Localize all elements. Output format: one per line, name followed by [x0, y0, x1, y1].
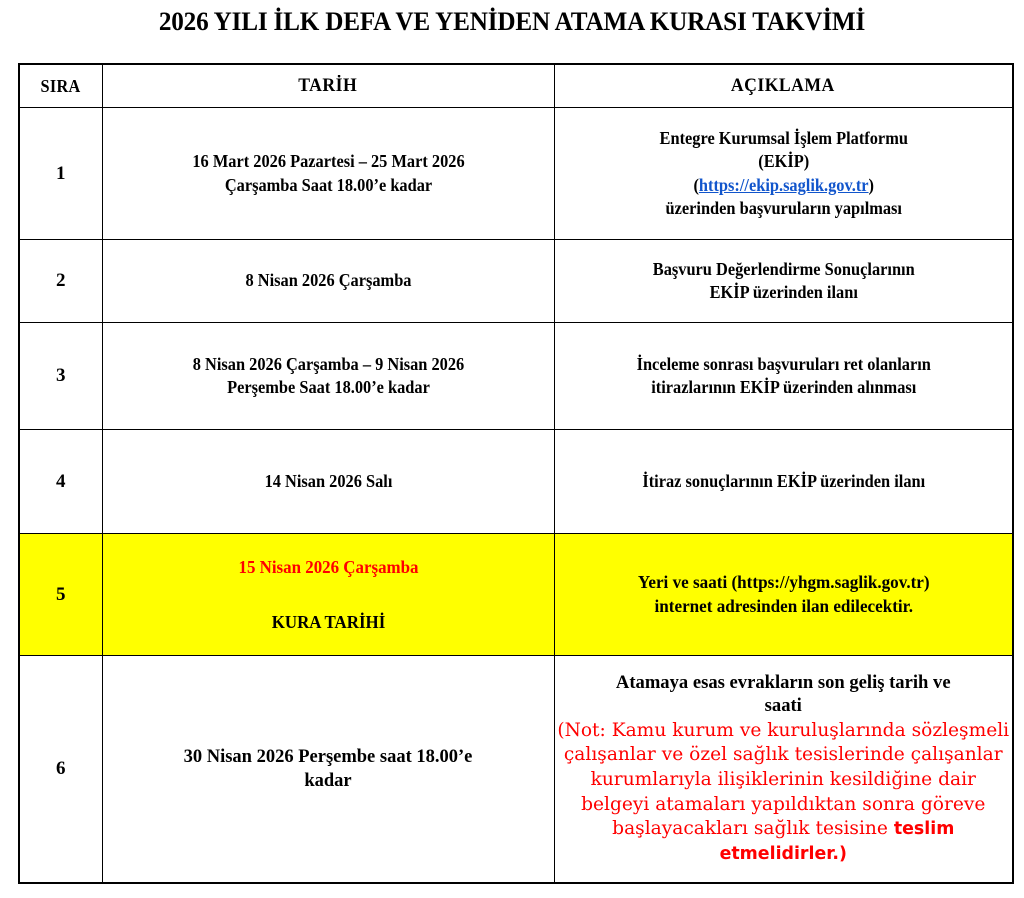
row-date-line-1: 14 Nisan 2026 Salı	[264, 470, 392, 491]
table-row-highlighted	[19, 534, 1013, 656]
paren-close: )	[868, 174, 874, 195]
row-description-line-1: Başvuru Değerlendirme Sonuçlarının	[652, 258, 915, 279]
kura-schedule-table	[18, 63, 1014, 884]
row-date-line-1: 8 Nisan 2026 Çarşamba	[245, 270, 411, 291]
row-description-heading-line-1: Atamaya esas evrakların son geliş tarih ve	[615, 672, 951, 694]
column-header-sira	[19, 64, 102, 108]
note-text-emphasis: teslim etmelidirler.)	[719, 819, 955, 865]
row-number-cell	[19, 534, 102, 656]
row-description-line-1: Yeri ve saati (https://yhgm.saglik.gov.tr)	[637, 571, 930, 592]
page-title: 2026 YILI İLK DEFA VE YENİDEN ATAMA KURASI TAKVİMİ	[158, 6, 866, 36]
row-date-line-2: kadar	[304, 771, 352, 791]
row-description-line-2: EKİP üzerinden ilanı	[709, 282, 858, 302]
row-number-cell	[19, 656, 102, 884]
row-description-cell	[554, 240, 1013, 323]
column-header-tarih	[102, 64, 554, 108]
column-header-tarih-label: TARİH	[298, 75, 358, 96]
row-description-cell	[554, 534, 1013, 656]
row-date-cell	[102, 534, 554, 656]
table-header-row	[19, 64, 1013, 108]
row-number: 6	[56, 758, 66, 779]
column-header-sira-label: SIRA	[40, 75, 81, 96]
row-number: 5	[56, 583, 66, 605]
row-description-link-line	[577, 174, 989, 197]
row-number: 2	[56, 270, 66, 291]
note-text-regular: (Not: Kamu kurum ve kuruluşlarında sözleşmeli çalışanlar ve özel sağlık tesislerinde çalışanlar kurumlarıyla ilişiklerinin kesildiğine dair belgeyi atamaları yapıldıktan sonra göreve başlayacakları sağlık tesisine	[557, 719, 1010, 840]
row-date-cell	[102, 323, 554, 430]
kura-date-label: KURA TARİHİ	[271, 611, 385, 632]
row-date-line-1: 16 Mart 2026 Pazartesi – 25 Mart 2026	[191, 151, 465, 172]
row-description-cell	[554, 108, 1013, 240]
row-description-line-1: Entegre Kurumsal İşlem Platformu	[659, 127, 908, 148]
column-header-aciklama-label: AÇIKLAMA	[731, 75, 836, 96]
row-date-line-2: Perşembe Saat 18.00’e kadar	[226, 377, 430, 397]
table-row	[19, 108, 1013, 240]
row-date-line-1: 30 Nisan 2026 Perşembe saat 18.00’e	[183, 746, 473, 767]
row-date-line-2: Çarşamba Saat 18.00’e kadar	[224, 174, 432, 195]
row-description-line-2: itirazlarının EKİP üzerinden alınması	[650, 377, 916, 397]
row-number-cell	[19, 430, 102, 534]
table-row	[19, 430, 1013, 534]
row-description-heading-line-2: saati	[764, 695, 802, 717]
row-date-cell	[102, 430, 554, 534]
row-description-line-4: üzerinden başvuruların yapılması	[664, 197, 902, 218]
row-description-note	[555, 719, 1013, 867]
row-description-line-1: İtiraz sonuçlarının EKİP üzerinden ilanı	[641, 470, 925, 491]
row-number-cell	[19, 323, 102, 430]
row-description-cell	[554, 323, 1013, 430]
row-description-cell	[554, 656, 1013, 884]
table-row	[19, 323, 1013, 430]
row-number: 4	[56, 470, 66, 492]
row-description-line-1: İnceleme sonrası başvuruları ret olanların	[636, 353, 931, 374]
row-date-cell	[102, 240, 554, 323]
row-description-line-2: internet adresinden ilan edilecektir.	[654, 595, 913, 616]
row-number: 3	[56, 365, 66, 386]
table-row	[19, 656, 1013, 884]
row-date-cell	[102, 108, 554, 240]
table-row	[19, 240, 1013, 323]
row-number-cell	[19, 108, 102, 240]
row-date-cell	[102, 656, 554, 884]
row-description-cell	[554, 430, 1013, 534]
ekip-portal-link[interactable]: https://ekip.saglik.gov.tr	[698, 174, 869, 195]
row-date-line-1: 8 Nisan 2026 Çarşamba – 9 Nisan 2026	[192, 353, 464, 374]
row-number-cell	[19, 240, 102, 323]
column-header-aciklama	[554, 64, 1013, 108]
row-number: 1	[56, 162, 66, 184]
row-description-line-2: (EKİP)	[757, 151, 809, 172]
paren-open: (	[692, 174, 699, 195]
kura-date-text: 15 Nisan 2026 Çarşamba	[237, 556, 419, 577]
schedule-table-container	[18, 63, 1012, 884]
